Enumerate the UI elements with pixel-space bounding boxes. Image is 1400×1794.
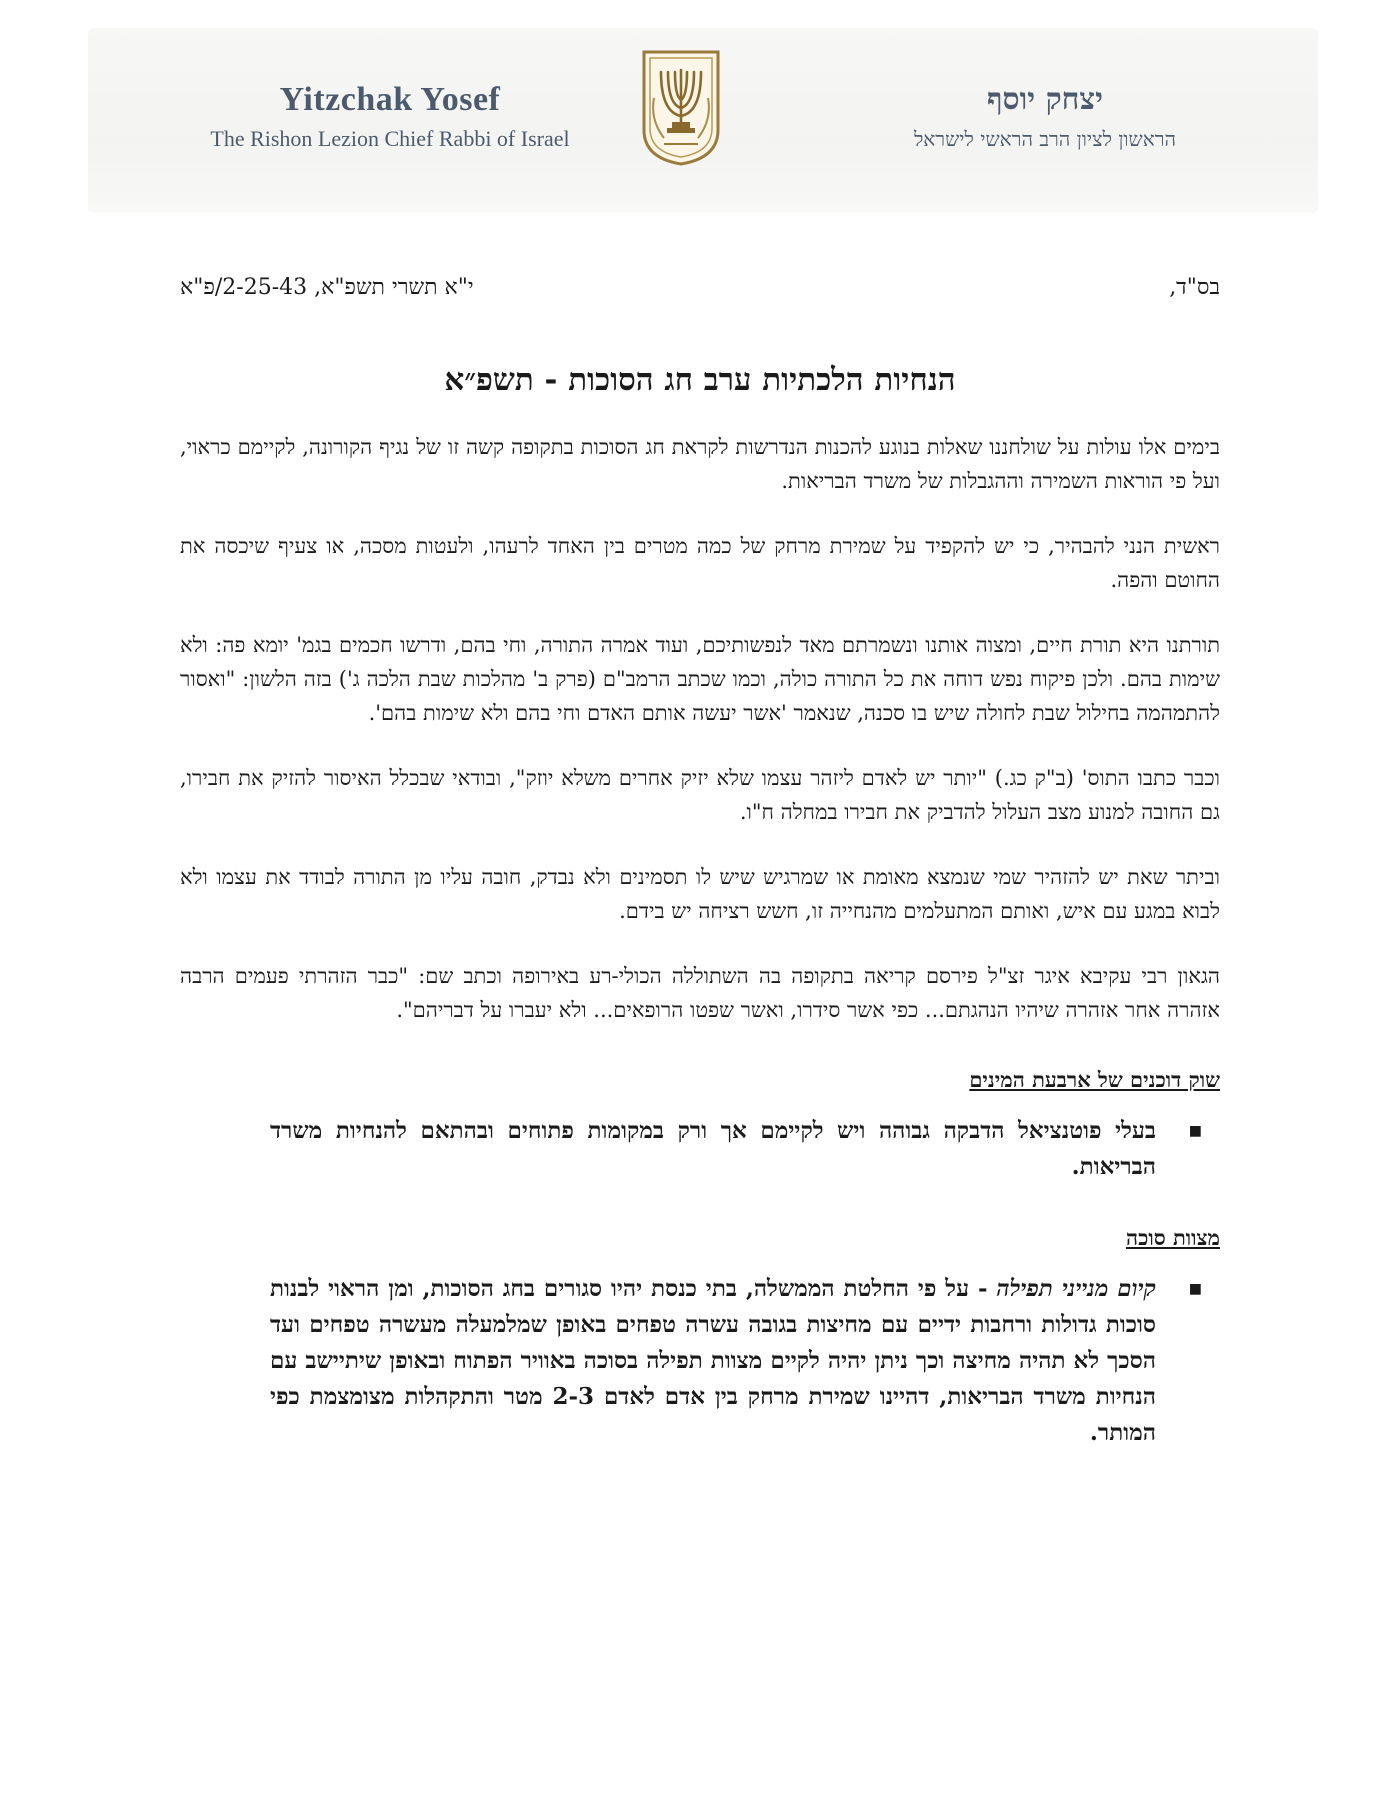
paragraph: תורתנו היא תורת חיים, ומצוה אותנו ונשמרתם מאד לנפשותיכם, ועוד אמרה התורה, וחי בהם, ודרשו חכמים בגמ' יומא פה: ולא שימות בהם. ולכן פיקוח נפש דוחה את כל התורה כולה, וכמו שכתב הרמב"ם (פרק ב' מהלכות שבת הלכה ג') בזה הלשון: "ואסור להתמהמה בחילול שבת לחולה שיש בו סכנה, שנאמר 'אשר יעשה אותם האדם וחי בהם ולא שימות בהם'.	[180, 633, 1220, 725]
paragraph: וביתר שאת יש להזהיר שמי שנמצא מאומת או שמרגיש שיש לו תסמינים ולא נבדק, חובה עליו מן התורה לבודד את עצמו ולא לבוא במגע עם איש, ואותם המתעלמים מהנחייה זו, חשש רציחה יש בידם.	[180, 865, 1220, 923]
section-heading-four-species: שוק דוכנים של ארבעת המינים	[969, 1067, 1220, 1092]
square-bullet-icon: ■	[1188, 1281, 1202, 1297]
list-item	[180, 1271, 1202, 1451]
document-meta	[180, 270, 1220, 310]
hebrew-name: יצחק יוסף	[987, 82, 1103, 117]
section-heading-sukkah: מצוות סוכה	[1126, 1225, 1220, 1250]
hebrew-title: הראשון לציון הרב הראשי לישראל	[913, 127, 1177, 151]
paragraph: ראשית הנני להבהיר, כי יש להקפיד על שמירת מרחק של כמה מטרים בין האחד לרעהו, ולעטות מסכה, או צעיף שיכסה את החוטם והפה.	[180, 534, 1220, 592]
list-item	[180, 1113, 1202, 1185]
english-title: The Rishon Lezion Chief Rabbi of Israel	[210, 126, 570, 151]
letterhead-hebrew	[850, 80, 1240, 154]
document-body	[180, 270, 1220, 1451]
square-bullet-icon: ■	[1188, 1123, 1202, 1139]
bullet-body: - על פי החלטת הממשלה, בתי כנסת יהיו סגורים בחג הסוכות, ומן הראוי לבנות סוכות גדולות ורחבות ידיים עם מחיצות בגובה עשרה טפחים באופן שמלמעלה מעשרה טפחים ועד הסכך לא תהיה מחיצה וכך ניתן יהיה לקיים מצוות תפילה בסוכה באוויר הפתוח ובאופן שיתיישב עם הנחיות משרד הבריאות, דהיינו שמירת מרחק בין אדם לאדם 2-3 מטר והתקהלות מצומצמת כפי המותר.	[270, 1275, 1156, 1446]
menorah-emblem-icon	[640, 48, 722, 168]
bsd-mark: בס"ד,	[1169, 275, 1220, 300]
bullet-text	[270, 1271, 1156, 1451]
bullet-text	[270, 1113, 1156, 1185]
paragraph: וכבר כתבו התוס' (ב"ק כג.) "יותר יש לאדם ליזהר עצמו שלא יזיק אחרים משלא יוזק", ובודאי שבכלל האיסור להזיק את חבירו, גם החובה למנוע מצב העלול להדביק את חבירו במחלה ח"ו.	[180, 766, 1220, 824]
document-title: הנחיות הלכתיות ערב חג הסוכות - תשפ״א	[444, 362, 956, 398]
date-reference: י"א תשרי תשפ"א, 2-25-43/פ"א	[180, 275, 474, 300]
bullet-body: בעלי פוטנציאל הדבקה גבוהה ויש לקיימם אך ורק במקומות פתוחים ובהתאם להנחיות משרד הבריאות.	[270, 1117, 1156, 1180]
paragraph: בימים אלו עולות על שולחננו שאלות בנוגע להכנות הנדרשות לקראת חג הסוכות בתקופה קשה זו של נגיף הקורונה, לקיימם כראוי, ועל פי הוראות השמירה וההגבלות של משרד הבריאות.	[180, 435, 1220, 493]
bullet-lead: קיום מנייני תפילה	[996, 1275, 1156, 1302]
letterhead-english	[180, 80, 600, 154]
english-name: Yitzchak Yosef	[279, 81, 501, 118]
paragraph: הגאון רבי עקיבא איגר זצ"ל פירסם קריאה בתקופה בה השתוללה הכולי-רע באירופה וכתב שם: "כבר הזהרתי פעמים הרבה אזהרה אחר אזהרה שיהיו הנהגתם... כפי אשר סידרו, ואשר שפטו הרופאים... ולא יעברו על דבריהם".	[180, 964, 1220, 1022]
